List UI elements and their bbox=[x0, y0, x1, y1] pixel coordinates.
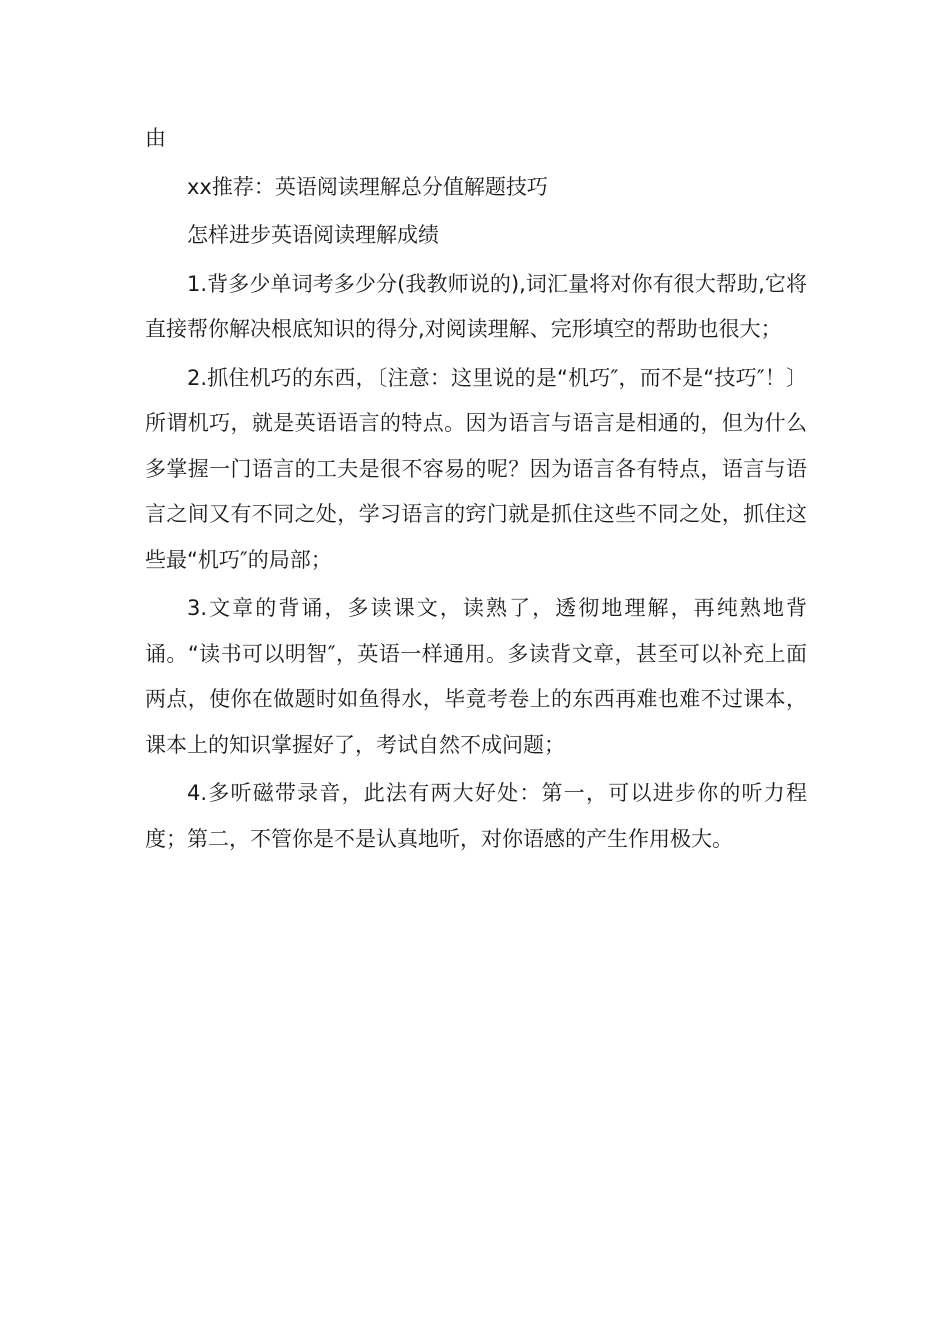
paragraph-recommendation: xx推荐：英语阅读理解总分值解题技巧 bbox=[187, 174, 548, 199]
paragraph-tip-2: 2.抓住机巧的东西，〔注意：这里说的是“机巧″，而不是“技巧″！〕所谓机巧，就是英语语言的特点。因为语言与语言是相通的，但为什么多掌握一门语言的工夫是很不容易的呢？因为语言各有特点，语言与语言之间又有不同之处，学习语言的窍门就是抓住这些不同之处，抓住这些最“机巧″的局部； bbox=[145, 365, 807, 572]
paragraph-tip-3: 3.文章的背诵，多读课文，读熟了，透彻地理解，再纯熟地背诵。“读书可以明智″，英语一样通用。多读背文章，甚至可以补充上面两点，使你在做题时如鱼得水，毕竟考卷上的东西再难也难不过课本，课本上的知识掌握好了，考试自然不成问题； bbox=[145, 596, 807, 757]
paragraph-tip-4: 4.多听磁带录音，此法有两大好处：第一，可以进步你的听力程度；第二，不管你是不是认真地听，对你语感的产生作用极大。 bbox=[145, 781, 807, 851]
document-body bbox=[145, 116, 807, 862]
paragraph-tip-1: 1.背多少单词考多少分(我教师说的),词汇量将对你有很大帮助,它将直接帮你解决根底知识的得分,对阅读理解、完形填空的帮助也很大； bbox=[145, 271, 807, 341]
paragraph-continuation: 由 bbox=[145, 126, 166, 150]
paragraph-heading: 怎样进步英语阅读理解成绩 bbox=[187, 223, 439, 247]
